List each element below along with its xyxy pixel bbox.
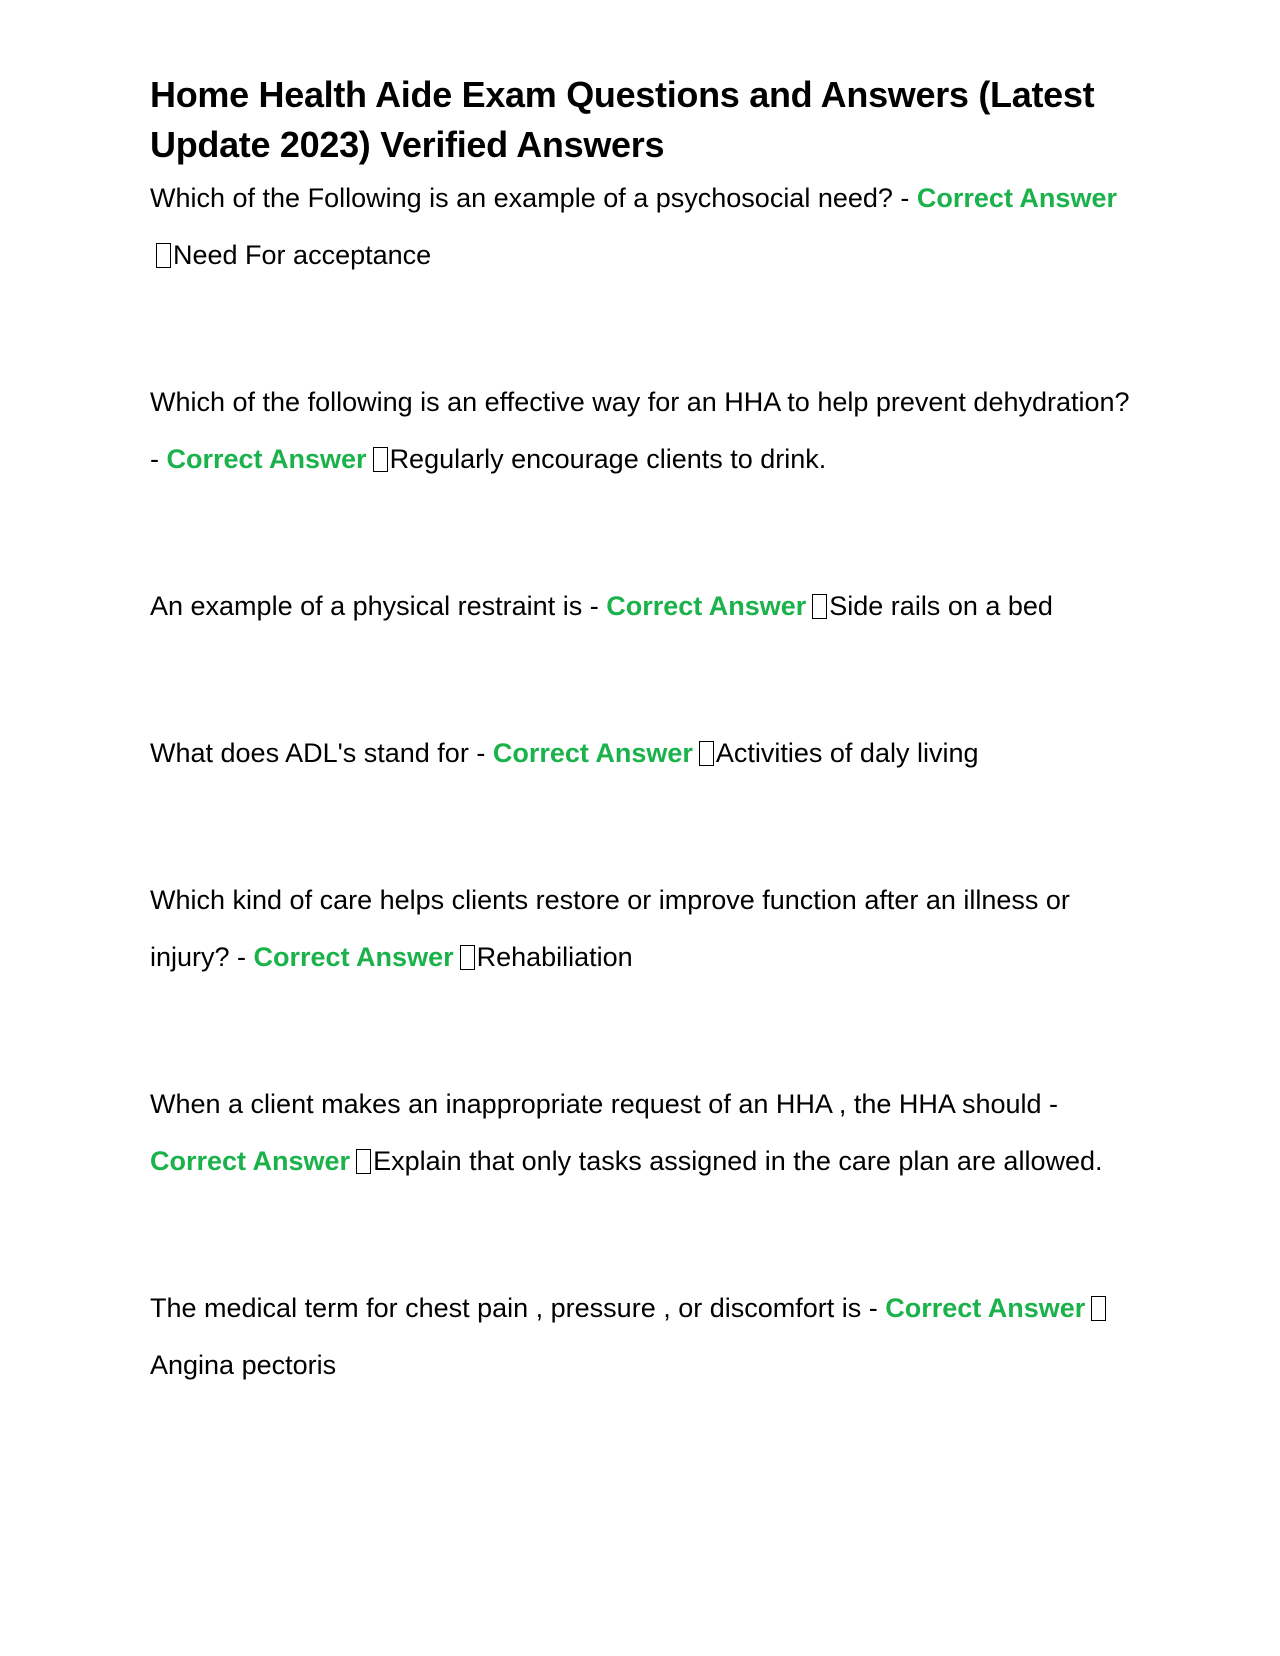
question-text: When a client makes an inappropriate request of an HHA , the HHA should - — [150, 1089, 1058, 1119]
question-text: What does ADL's stand for - — [150, 738, 493, 768]
missing-glyph-icon — [156, 243, 171, 268]
missing-glyph-icon — [812, 594, 827, 619]
correct-answer-label: Correct Answer — [166, 444, 367, 474]
correct-answer-label: Correct Answer — [916, 183, 1117, 213]
correct-answer-label: Correct Answer — [253, 942, 454, 972]
qa-item — [150, 1280, 1130, 1394]
missing-glyph-icon — [356, 1149, 371, 1174]
missing-glyph-icon — [373, 447, 388, 472]
answer-text: Explain that only tasks assigned in the care plan are allowed. — [373, 1146, 1103, 1176]
question-text: The medical term for chest pain , pressure , or discomfort is - — [150, 1293, 886, 1323]
correct-answer-label: Correct Answer — [606, 591, 807, 621]
qa-item — [150, 578, 1130, 635]
answer-text: Side rails on a bed — [829, 591, 1053, 621]
missing-glyph-icon — [699, 741, 714, 766]
qa-item — [150, 872, 1130, 986]
document-page — [150, 70, 1130, 1484]
qa-item — [150, 1076, 1130, 1190]
qa-item — [150, 374, 1130, 488]
answer-text: Regularly encourage clients to drink. — [389, 444, 827, 474]
missing-glyph-icon — [460, 945, 475, 970]
correct-answer-label: Correct Answer — [492, 738, 693, 768]
question-text: An example of a physical restraint is - — [150, 591, 607, 621]
question-text: Which kind of care helps clients restore or improve function after an illness or injury? - — [150, 885, 1070, 972]
question-text: Which of the following is an effective way for an HHA to help prevent dehydration? - — [150, 387, 1130, 474]
correct-answer-label: Correct Answer — [885, 1293, 1086, 1323]
qa-item — [150, 170, 1130, 284]
document-title: Home Health Aide Exam Questions and Answers (Latest Update 2023) Verified Answers — [150, 74, 1095, 165]
answer-text: Activities of daly living — [715, 738, 979, 768]
question-text: Which of the Following is an example of a psychosocial need? - — [150, 183, 917, 213]
missing-glyph-icon — [1091, 1296, 1106, 1321]
answer-text: Need For acceptance — [173, 240, 432, 270]
correct-answer-label: Correct Answer — [150, 1146, 351, 1176]
answer-text: Angina pectoris — [150, 1350, 337, 1380]
answer-text: Rehabiliation — [476, 942, 633, 972]
qa-item — [150, 725, 1130, 782]
